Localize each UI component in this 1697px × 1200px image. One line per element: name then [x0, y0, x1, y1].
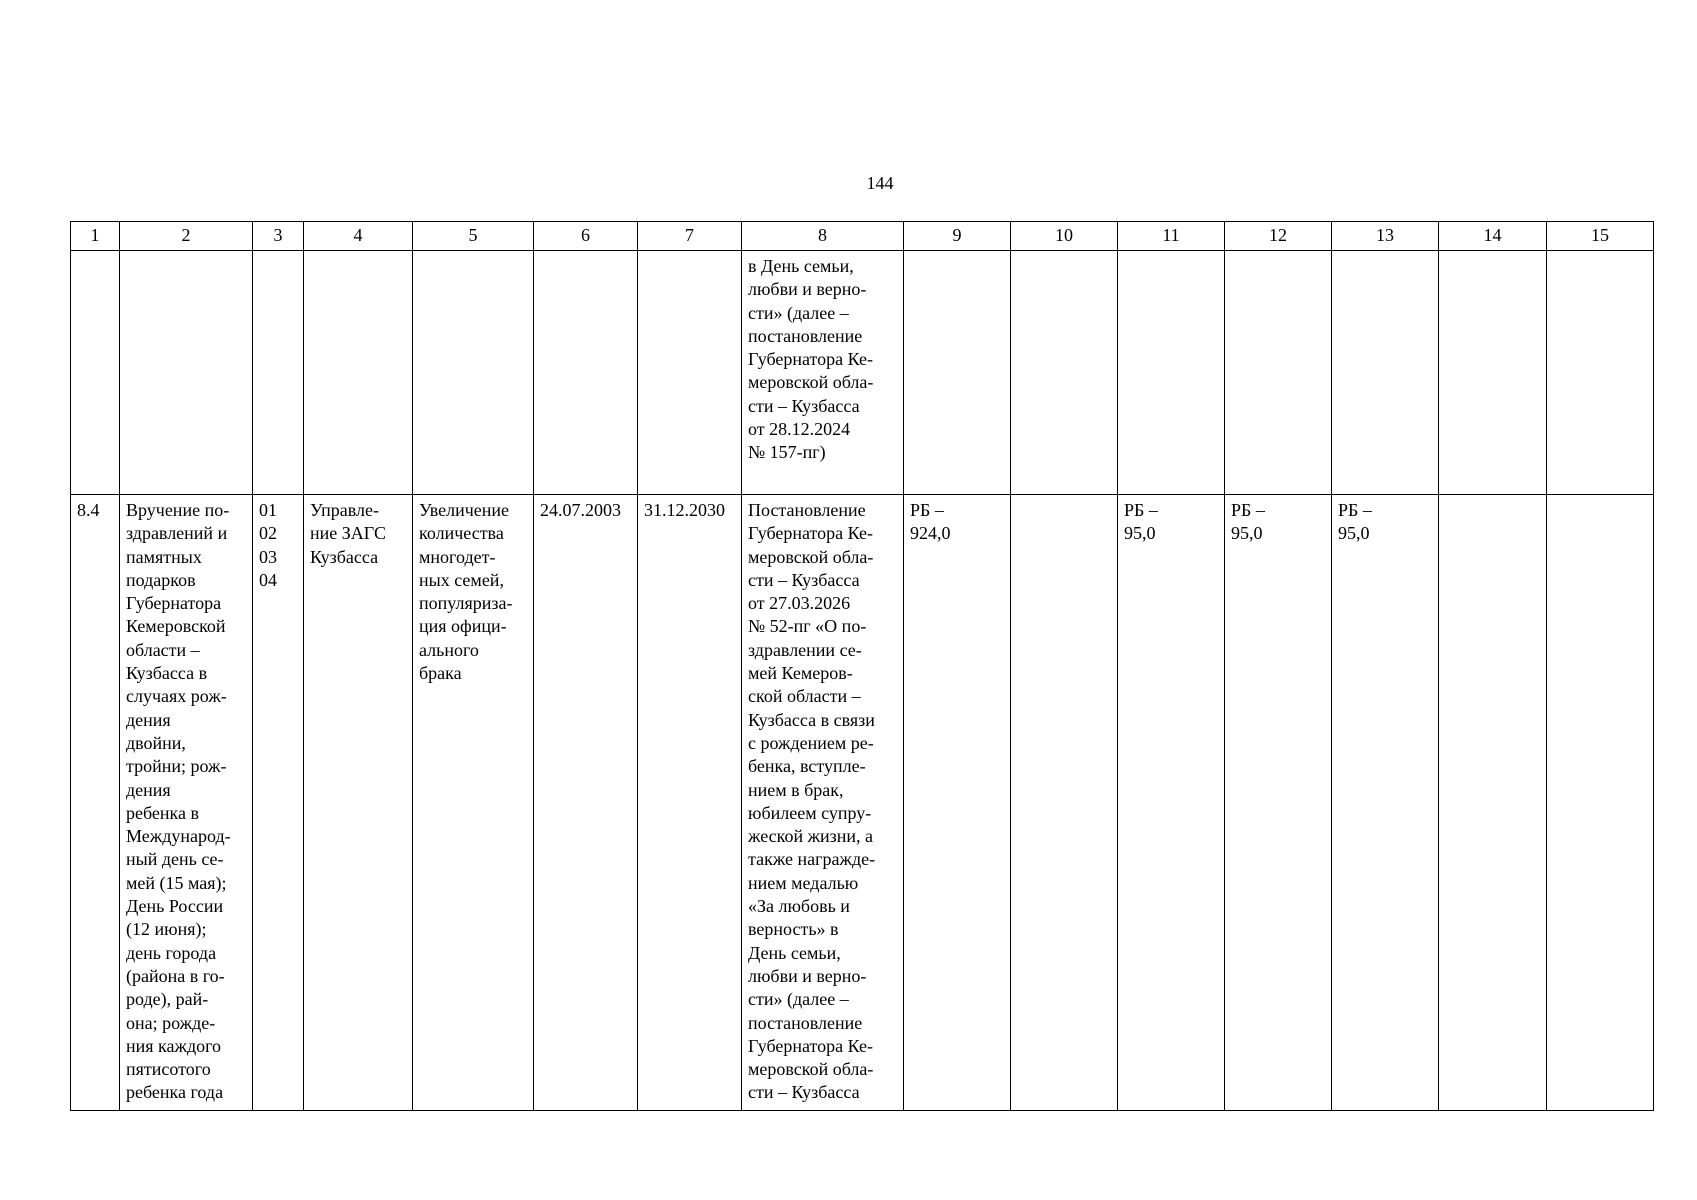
program-table	[70, 221, 1654, 1111]
cell-col11	[1118, 251, 1225, 495]
cell-end-date: 31.12.2030	[638, 495, 742, 1111]
cell-col15	[1547, 251, 1654, 495]
column-header: 1	[71, 222, 120, 251]
column-header: 7	[638, 222, 742, 251]
column-header: 11	[1118, 222, 1225, 251]
cell-executor	[304, 251, 413, 495]
cell-legal-basis: в День семьи, любви и верно- сти» (далее – постановление Губернатора Ке- меровской обла- сти – Кузбасса от 28.12.2024 № 157-пг)	[742, 251, 904, 495]
header-row	[71, 222, 1654, 251]
column-header: 5	[413, 222, 534, 251]
column-header: 3	[253, 222, 304, 251]
cell-number: 8.4	[71, 495, 120, 1111]
column-header: 15	[1547, 222, 1654, 251]
cell-col15	[1547, 495, 1654, 1111]
column-header: 9	[904, 222, 1011, 251]
column-header: 6	[534, 222, 638, 251]
cell-number	[71, 251, 120, 495]
cell-col14	[1439, 251, 1547, 495]
column-header: 12	[1225, 222, 1332, 251]
cell-event-name: Вручение по- здравлений и памятных подарков Губернатора Кемеровской области – Кузбасса в случаях рож- дения двойни, тройни; рож- дения ребенка в Международ- ный день се- мей (15 мая); День России (12 июня); день города (района в го- роде), рай- она; рожде- ния каждого пятисотого ребенка года	[120, 495, 253, 1111]
cell-event-name	[120, 251, 253, 495]
column-header: 13	[1332, 222, 1439, 251]
cell-goal: Увеличение количества многодет- ных семей, популяриза- ция офици- ального брака	[413, 495, 534, 1111]
cell-col10	[1011, 495, 1118, 1111]
cell-code: 01 02 03 04	[253, 495, 304, 1111]
column-header: 10	[1011, 222, 1118, 251]
cell-code	[253, 251, 304, 495]
cell-col9: РБ – 924,0	[904, 495, 1011, 1111]
column-header: 14	[1439, 222, 1547, 251]
table-row-continued	[71, 251, 1654, 495]
column-header: 4	[304, 222, 413, 251]
cell-col13	[1332, 251, 1439, 495]
cell-col11: РБ – 95,0	[1118, 495, 1225, 1111]
cell-end-date	[638, 251, 742, 495]
column-header: 2	[120, 222, 253, 251]
cell-legal-basis: Постановление Губернатора Ке- меровской обла- сти – Кузбасса от 27.03.2026 № 52-пг «О по- здравлении се- мей Кемеров- ской области – Кузбасса в связи с рождением ре- бенка, вступле- нием в брак, юбилеем супру- жеской жизни, а также награжде- нием медалью «За любовь и верность» в День семьи, любви и верно- сти» (далее – постановление Губернатора Ке- меровской обла- сти – Кузбасса	[742, 495, 904, 1111]
table-row-8-4	[71, 495, 1654, 1111]
cell-col14	[1439, 495, 1547, 1111]
cell-goal	[413, 251, 534, 495]
cell-start-date	[534, 251, 638, 495]
cell-start-date: 24.07.2003	[534, 495, 638, 1111]
cell-col9	[904, 251, 1011, 495]
cell-col13: РБ – 95,0	[1332, 495, 1439, 1111]
cell-col12: РБ – 95,0	[1225, 495, 1332, 1111]
cell-col12	[1225, 251, 1332, 495]
page-number: 144	[866, 173, 894, 193]
cell-executor: Управле- ние ЗАГС Кузбасса	[304, 495, 413, 1111]
cell-col10	[1011, 251, 1118, 495]
column-header: 8	[742, 222, 904, 251]
